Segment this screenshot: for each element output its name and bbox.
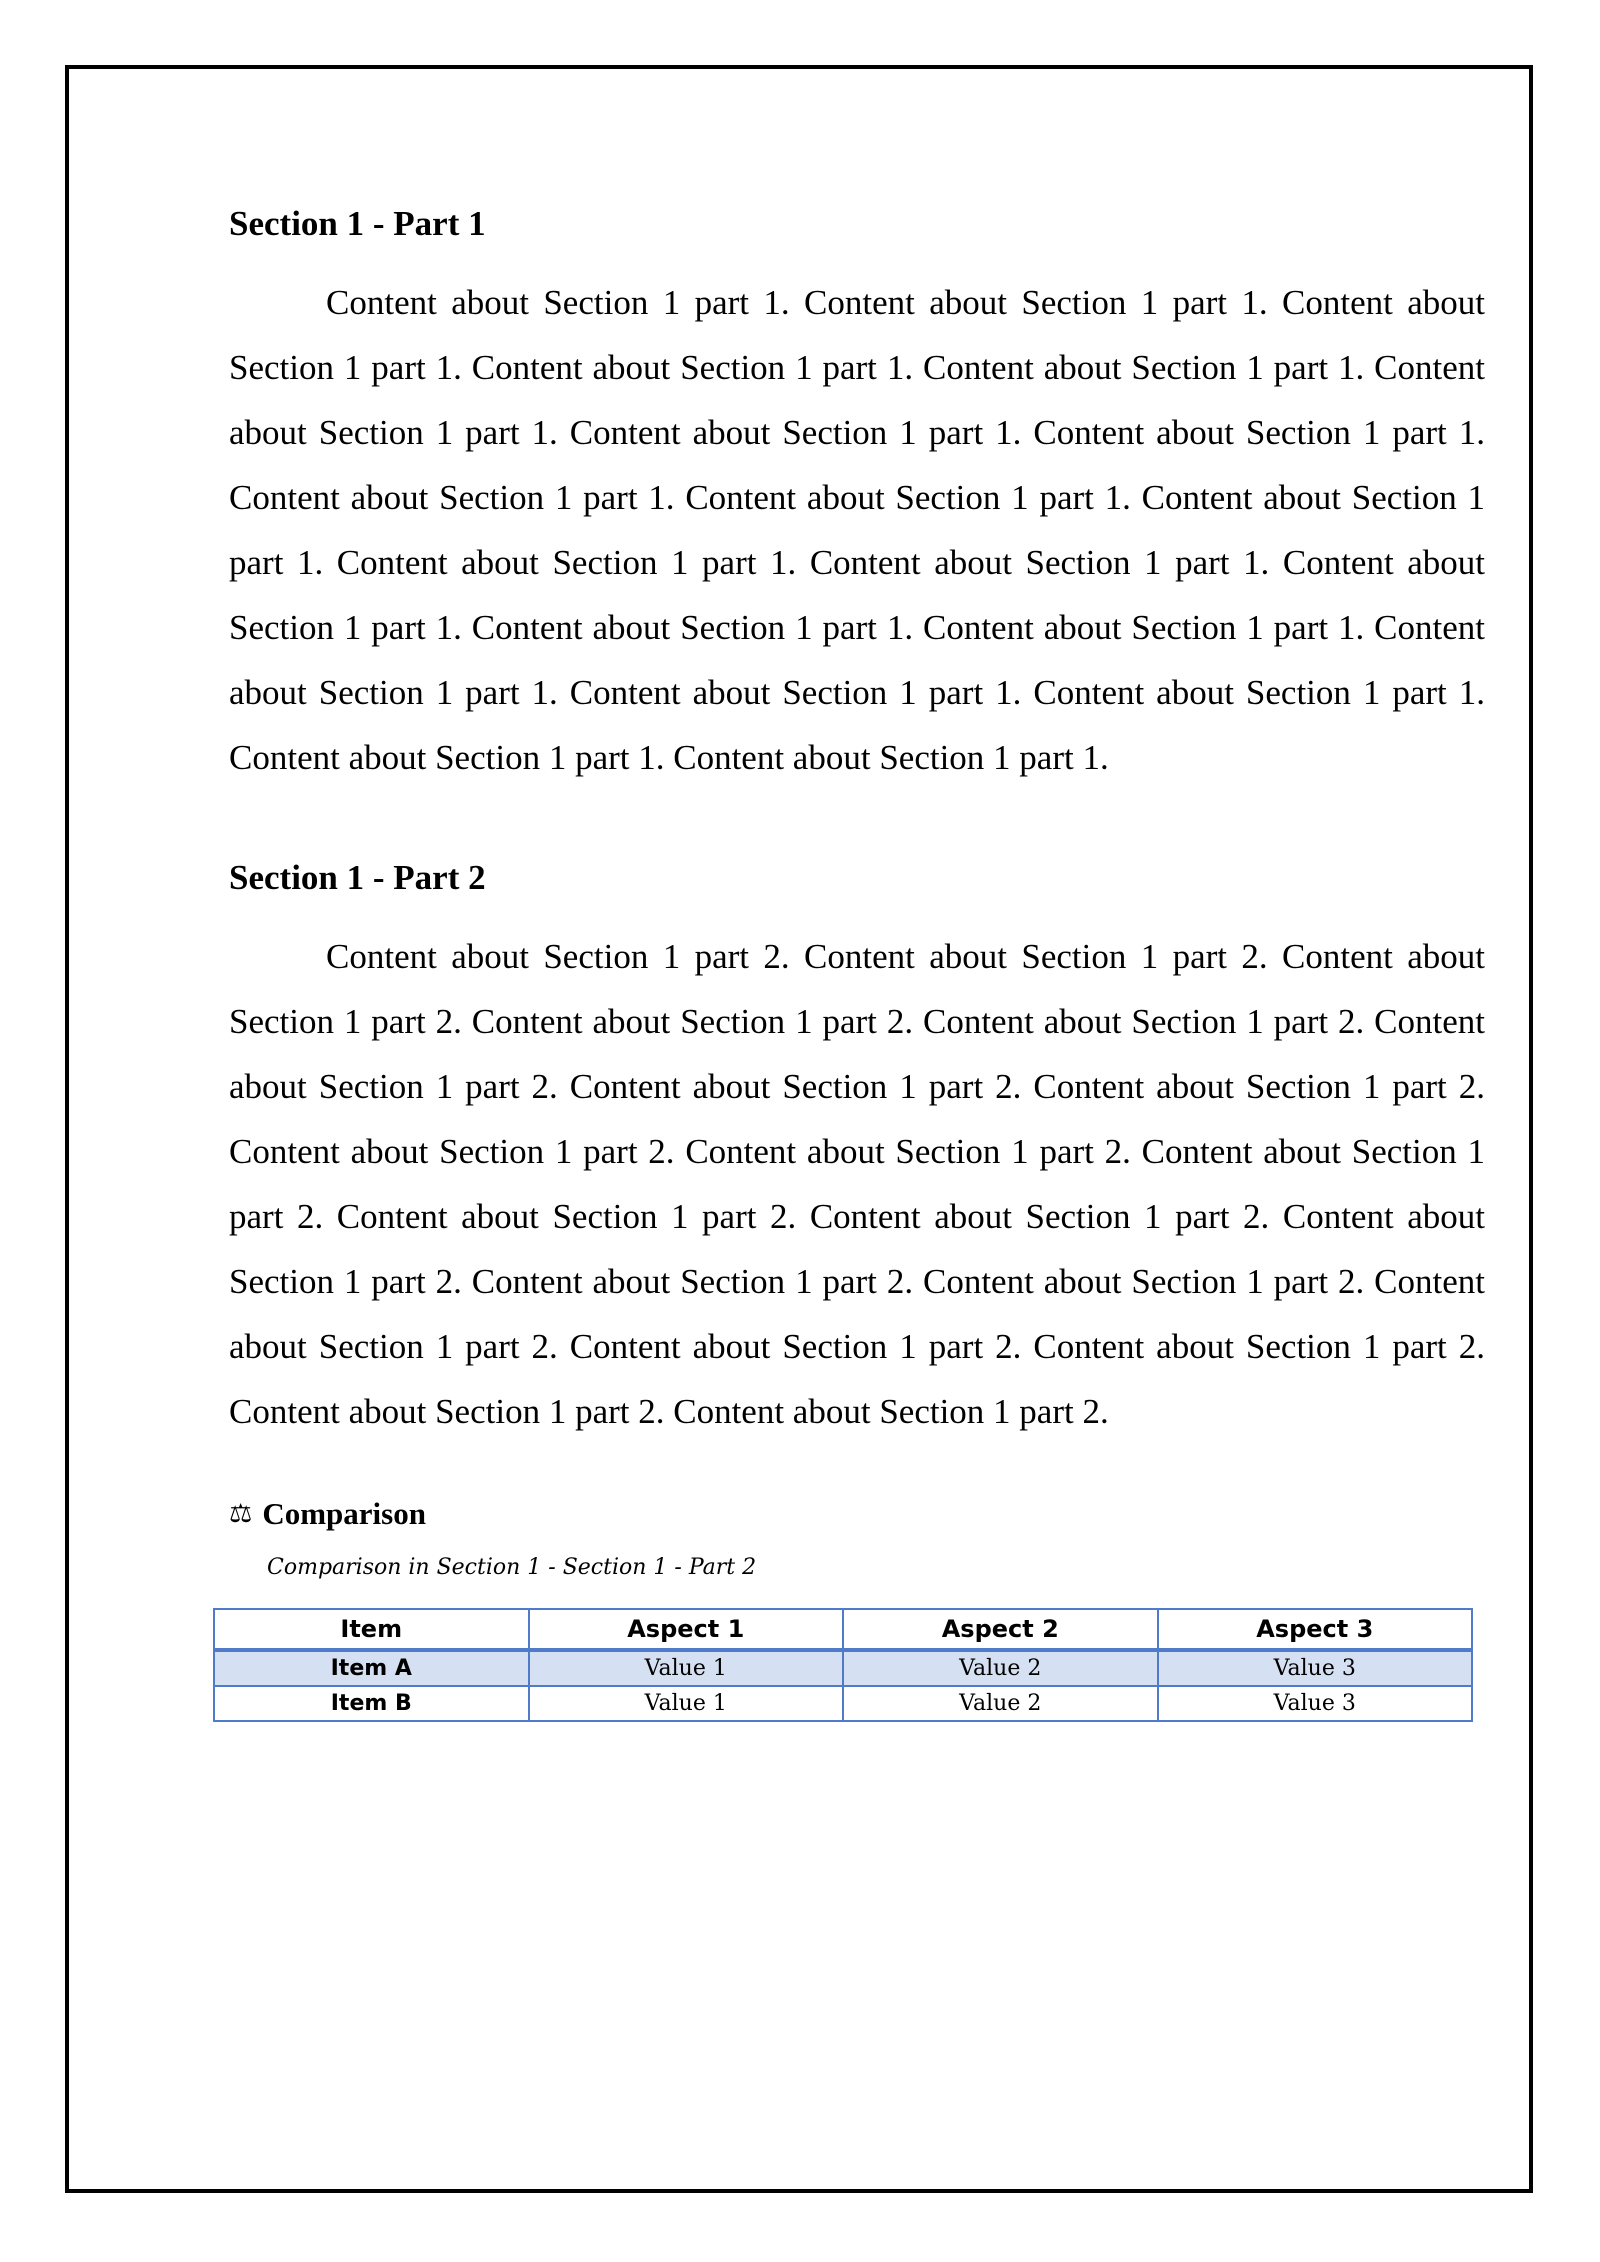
table-cell: Value 3: [1158, 1686, 1473, 1721]
header-cell: Aspect 2: [843, 1609, 1158, 1650]
section-heading: Section 1 - Part 1: [229, 204, 486, 243]
scale-icon: ⚖: [229, 1499, 253, 1528]
header-cell: Aspect 3: [1158, 1609, 1473, 1650]
document-content: [229, 196, 1485, 1716]
comparison-title: Comparison: [262, 1496, 426, 1531]
header-cell: Aspect 1: [529, 1609, 844, 1650]
comparison-table: [213, 1608, 1473, 1722]
table-cell: Value 2: [843, 1650, 1158, 1686]
row-label-cell: Item A: [214, 1650, 529, 1686]
table-caption: Comparison in Section 1 - Section 1 - Part 2: [267, 1555, 757, 1580]
table-row: [214, 1650, 1472, 1686]
section-heading: Section 1 - Part 2: [229, 858, 486, 897]
header-cell: Item: [214, 1609, 529, 1650]
table-cell: Value 2: [843, 1686, 1158, 1721]
table-cell: Value 3: [1158, 1650, 1473, 1686]
row-label-cell: Item B: [214, 1686, 529, 1721]
table-row: [214, 1686, 1472, 1721]
section-paragraph: Content about Section 1 part 2. Content about Section 1 part 2. Content about Section 1 part 2. Content about Section 1 part 2. Content about Section 1 part 2. Content about Section 1 part 2. Content about Section 1 part 2. Content about Section 1 part 2. Content about Section 1 part 2. Content about Section 1 part 2. Content about Section 1 part 2. Content about Section 1 part 2. Content about Section 1 part 2. Content about Section 1 part 2. Content about Section 1 part 2. Content about Section 1 part 2. Content about Section 1 part 2. Content about Section 1 part 2. Content about Section 1 part 2. Content about Section 1 part 2. Content about Section 1 part 2.: [229, 937, 1485, 1431]
table-cell: Value 1: [529, 1650, 844, 1686]
table-cell: Value 1: [529, 1686, 844, 1721]
comparison-heading: [229, 1490, 1485, 1538]
table-wrapper: [229, 1588, 1485, 1716]
table-header-row: [214, 1609, 1472, 1650]
section-paragraph: Content about Section 1 part 1. Content about Section 1 part 1. Content about Section 1 part 1. Content about Section 1 part 1. Content about Section 1 part 1. Content about Section 1 part 1. Content about Section 1 part 1. Content about Section 1 part 1. Content about Section 1 part 1. Content about Section 1 part 1. Content about Section 1 part 1. Content about Section 1 part 1. Content about Section 1 part 1. Content about Section 1 part 1. Content about Section 1 part 1. Content about Section 1 part 1. Content about Section 1 part 1. Content about Section 1 part 1. Content about Section 1 part 1. Content about Section 1 part 1. Content about Section 1 part 1.: [229, 283, 1485, 777]
